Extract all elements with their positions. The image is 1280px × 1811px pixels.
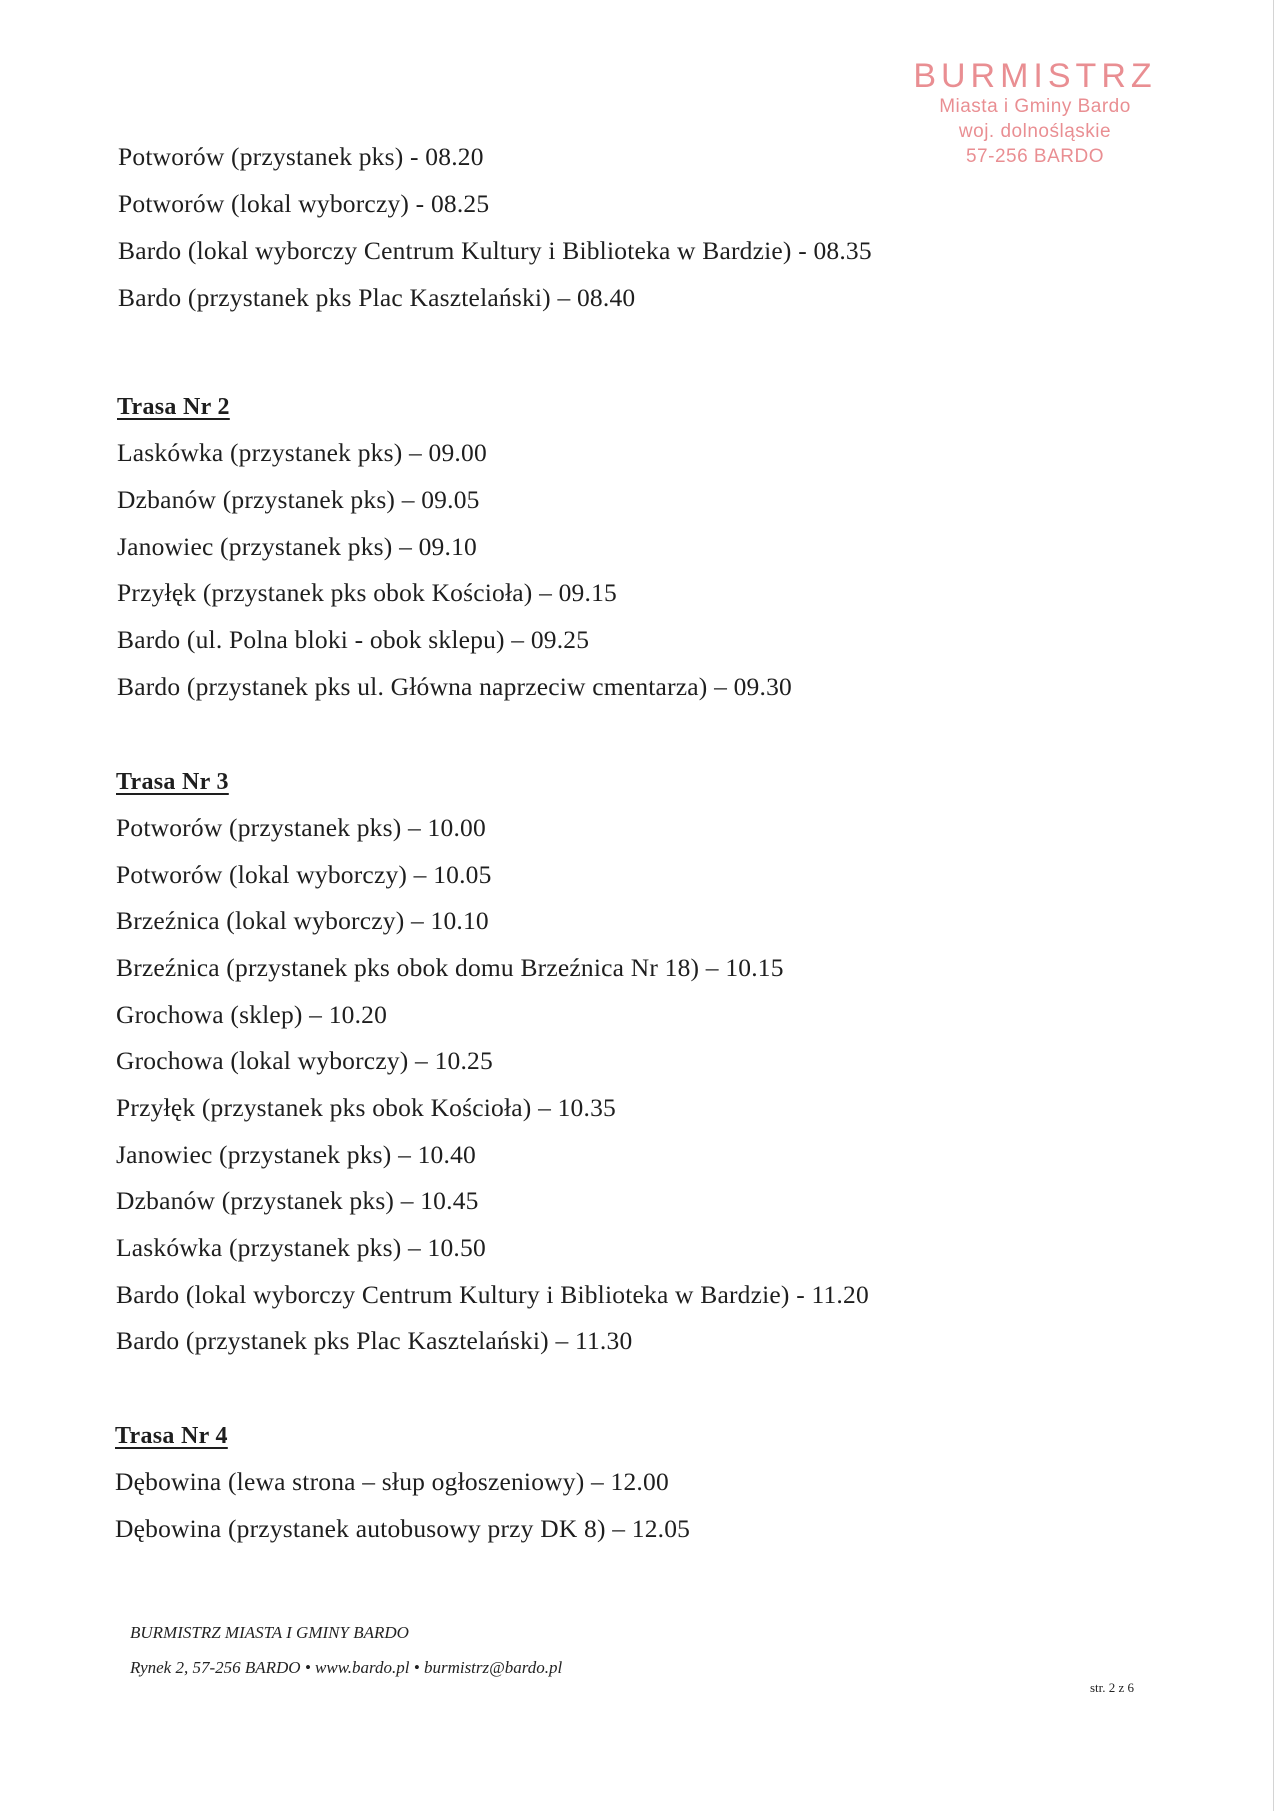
route4-heading: Trasa Nr 4 — [115, 1423, 228, 1449]
route3-stop: Grochowa (sklep) – 10.20 — [116, 1000, 388, 1029]
route3-stop: Dzbanów (przystanek pks) – 10.45 — [116, 1186, 479, 1215]
route2-stop: Bardo (przystanek pks ul. Główna naprzeciw cmentarza) – 09.30 — [117, 672, 792, 701]
route3-heading: Trasa Nr 3 — [116, 769, 229, 795]
route3-stop: Bardo (przystanek pks Plac Kasztelański) – 11.30 — [116, 1326, 633, 1355]
route3-stop: Grochowa (lokal wyborczy) – 10.25 — [116, 1046, 493, 1075]
route3-stop: Brzeźnica (lokal wyborczy) – 10.10 — [116, 906, 489, 935]
stamp-line-2: woj. dolnośląskie — [958, 121, 1112, 142]
route3-stop: Przyłęk (przystanek pks obok Kościoła) – 10.35 — [116, 1093, 616, 1122]
route3-stop: Janowiec (przystanek pks) – 10.40 — [116, 1140, 476, 1169]
official-stamp — [905, 58, 1165, 169]
scan-edge — [1273, 0, 1274, 1811]
route2-stop: Bardo (ul. Polna bloki - obok sklepu) – 09.25 — [117, 625, 590, 654]
route2-stop: Laskówka (przystanek pks) – 09.00 — [117, 438, 487, 467]
route3-stop: Brzeźnica (przystanek pks obok domu Brzeźnica Nr 18) – 10.15 — [116, 953, 784, 982]
page-number: str. 2 z 6 — [1090, 1680, 1135, 1695]
route4-stop: Dębowina (lewa strona – słup ogłoszeniowy) – 12.00 — [115, 1467, 669, 1496]
stamp-title: BURMISTRZ — [913, 57, 1157, 95]
footer-org: BURMISTRZ MIASTA I GMINY BARDO — [130, 1623, 409, 1642]
footer-address: Rynek 2, 57-256 BARDO • www.bardo.pl • burmistrz@bardo.pl — [130, 1658, 563, 1677]
route3-stop: Laskówka (przystanek pks) – 10.50 — [116, 1233, 486, 1262]
route2-heading: Trasa Nr 2 — [117, 394, 230, 420]
stamp-line-3: 57-256 BARDO — [965, 146, 1104, 167]
route2-stop: Janowiec (przystanek pks) – 09.10 — [117, 532, 477, 561]
route1-stop: Potworów (przystanek pks) - 08.20 — [118, 142, 484, 171]
route2-stop: Dzbanów (przystanek pks) – 09.05 — [117, 485, 480, 514]
route1-stop: Bardo (przystanek pks Plac Kasztelański) – 08.40 — [118, 283, 636, 312]
route2-stop: Przyłęk (przystanek pks obok Kościoła) – 09.15 — [117, 578, 617, 607]
route3-stop: Potworów (przystanek pks) – 10.00 — [116, 813, 486, 842]
route4-stop: Dębowina (przystanek autobusowy przy DK 8) – 12.05 — [115, 1514, 691, 1543]
stamp-line-1: Miasta i Gminy Bardo — [939, 96, 1131, 117]
route1-stop: Bardo (lokal wyborczy Centrum Kultury i Biblioteka w Bardzie) - 08.35 — [118, 236, 872, 265]
route3-stop: Potworów (lokal wyborczy) – 10.05 — [116, 860, 492, 889]
route1-stop: Potworów (lokal wyborczy) - 08.25 — [118, 189, 490, 218]
route3-stop: Bardo (lokal wyborczy Centrum Kultury i Biblioteka w Bardzie) - 11.20 — [116, 1280, 869, 1309]
